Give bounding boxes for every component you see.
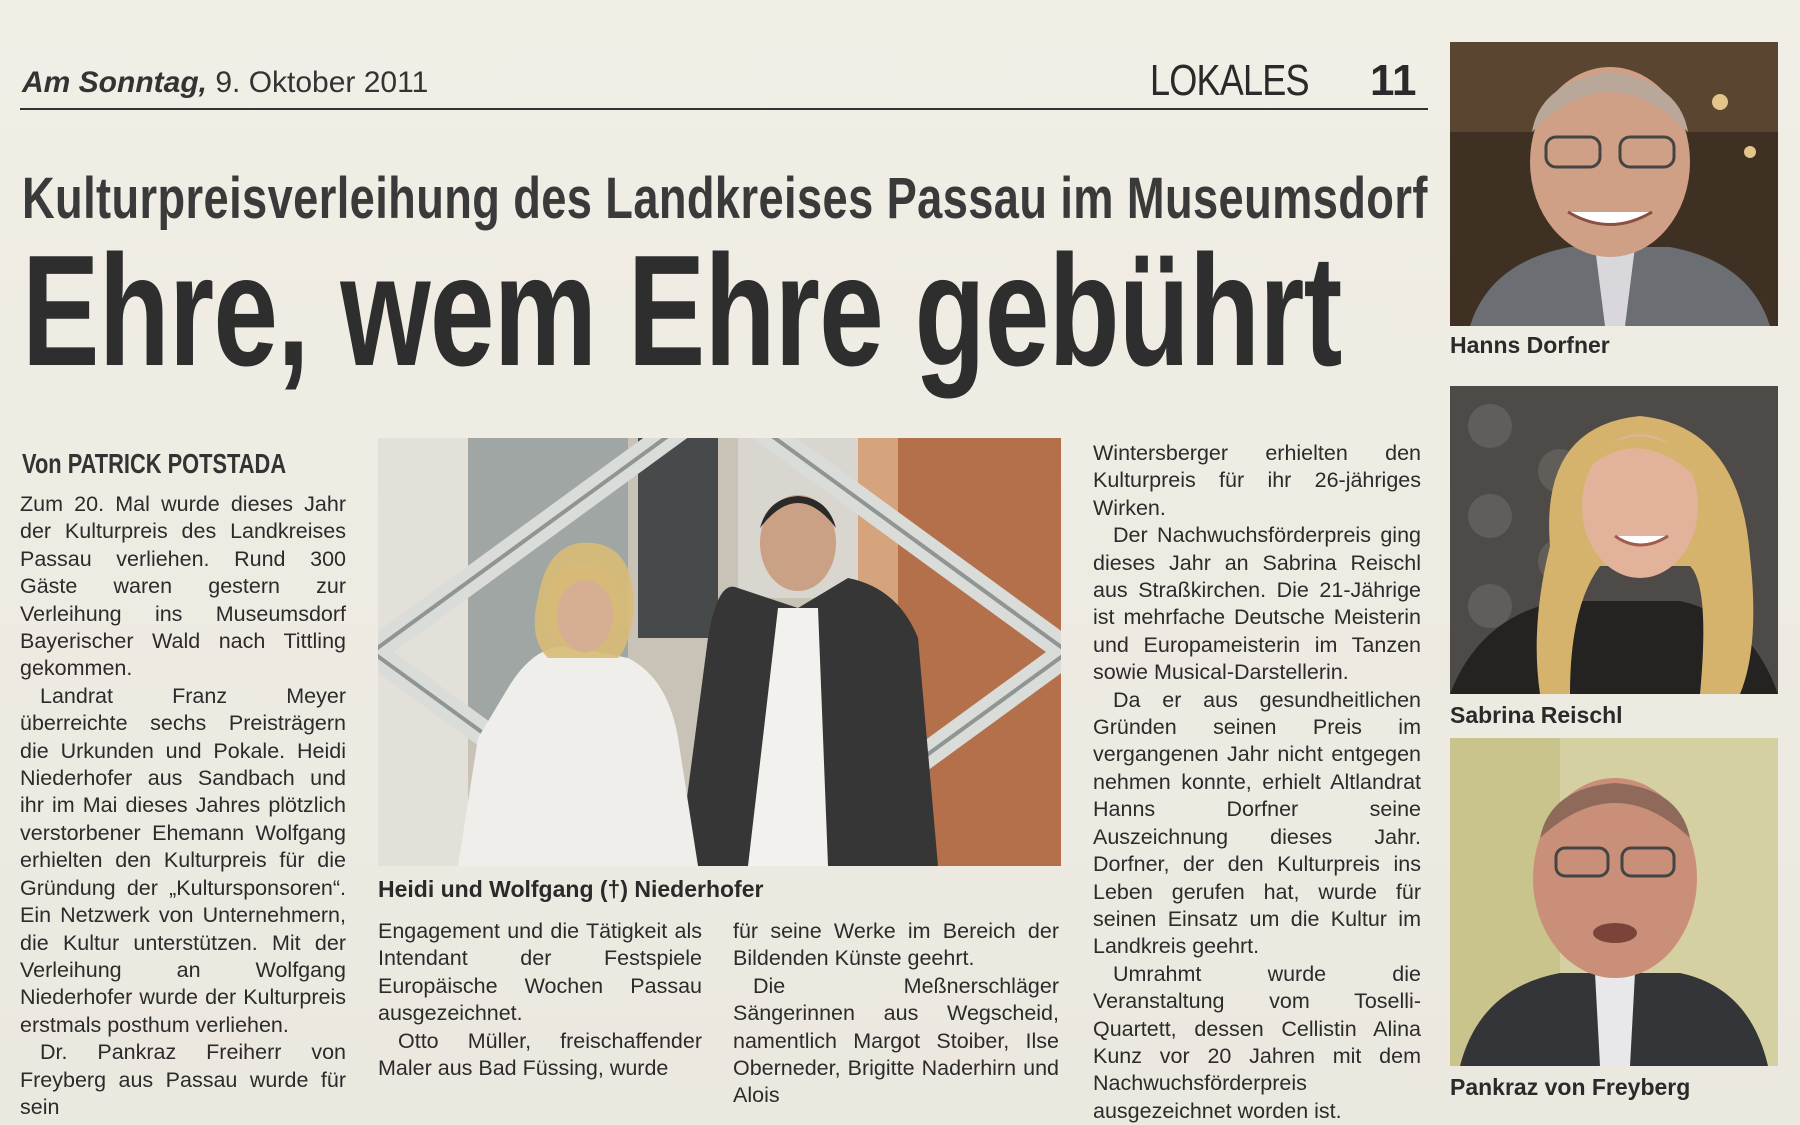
portrait-sabrina-reischl	[1450, 386, 1778, 694]
section-name: LOKALES	[1150, 56, 1309, 105]
paragraph: Otto Müller, freischaffender Maler aus Bad Füssing, wurde	[378, 1028, 702, 1081]
article-column-2	[378, 918, 702, 1082]
issue-day: Am Sonntag,	[22, 66, 207, 99]
portrait-hanns-dorfner	[1450, 42, 1778, 326]
paragraph: Der Nachwuchsförderpreis ging dieses Jahr an Sabrina Reischl aus Straßkirchen. Die 21-Jährige ist mehrfache Deutsche Meisterin und Europameisterin im Tanzen sowie Musical-Darstellerin.	[1093, 523, 1421, 685]
section-header	[1150, 56, 1430, 106]
paragraph: Da er aus gesundheitlichen Gründen seinen Preis im vergangenen Jahr nicht entgegen nehmen konnte, erhielt Altlandrat Hanns Dorfner seine Auszeichnung dieses Jahr. Dorfner, der den Kulturpreis ins Leben gerufen hat, wurde für seinen Einsatz um die Kultur im Landkreis geehrt.	[1093, 687, 1421, 959]
page-number: 11	[1370, 56, 1417, 105]
issue-date: 9. Oktober 2011	[207, 66, 429, 99]
article-column-4	[1093, 440, 1421, 1125]
paragraph: Zum 20. Mal wurde dieses Jahr der Kulturpreis des Landkreises Passau verliehen. Rund 300 Gäste waren gestern zur Verleihung ins Museumsdorf Bayerischer Wald nach Tittling gekommen.	[20, 492, 346, 681]
paragraph: Landrat Franz Meyer überreichte sechs Preisträgern die Urkunden und Pokale. Heidi Niederhofer aus Sandbach und ihr im Mai dieses Jahres plötzlich verstorbener Ehemann Wolfgang erhielten den Kulturpreis für die Gründung der „Kultursponsoren“. Ein Netzwerk von Unternehmern, die Kultur unterstützen. Mit der Verleihung an Wolfgang Niederhofer wurde der Kulturpreis erstmals posthum verliehen.	[20, 683, 346, 1037]
portrait-caption: Sabrina Reischl	[1450, 702, 1623, 728]
paragraph: Die Meßnerschläger Sängerinnen aus Wegscheid, namentlich Margot Stoiber, Ilse Oberneder, Brigitte Naderhirn und Alois	[733, 973, 1059, 1108]
article-kicker: Kulturpreisverleihung des Landkreises Passau im Museumsdorf	[22, 166, 1428, 231]
portrait-caption: Hanns Dorfner	[1450, 332, 1610, 358]
paragraph: Dr. Pankraz Freiherr von Freyberg aus Passau wurde für sein	[20, 1040, 346, 1119]
article-column-3	[733, 918, 1059, 1110]
paragraph: für seine Werke im Bereich der Bildenden Künste geehrt.	[733, 919, 1059, 971]
article-byline: Von PATRICK POTSTADA	[22, 448, 287, 479]
paragraph: Umrahmt wurde die Veranstaltung vom Toselli-Quartett, dessen Cellistin Alina Kunz vor 20 Jahren mit dem Nachwuchsförderpreis ausgezeichnet worden ist.	[1093, 961, 1421, 1123]
main-photo	[378, 438, 1061, 866]
portrait-pankraz-von-freyberg	[1450, 738, 1778, 1066]
article-column-1	[20, 491, 346, 1121]
paragraph: Engagement und die Tätigkeit als Intendant der Festspiele Europäische Wochen Passau ausgezeichnet.	[378, 919, 702, 1026]
paragraph: Wintersberger erhielten den Kulturpreis für ihr 26-jähriges Wirken.	[1093, 441, 1421, 520]
header-rule	[20, 108, 1428, 110]
portrait-caption: Pankraz von Freyberg	[1450, 1074, 1691, 1100]
article-headline: Ehre, wem Ehre gebührt	[22, 223, 1342, 399]
issue-date-line	[22, 66, 428, 100]
main-photo-caption: Heidi und Wolfgang (†) Niederhofer	[378, 876, 764, 902]
